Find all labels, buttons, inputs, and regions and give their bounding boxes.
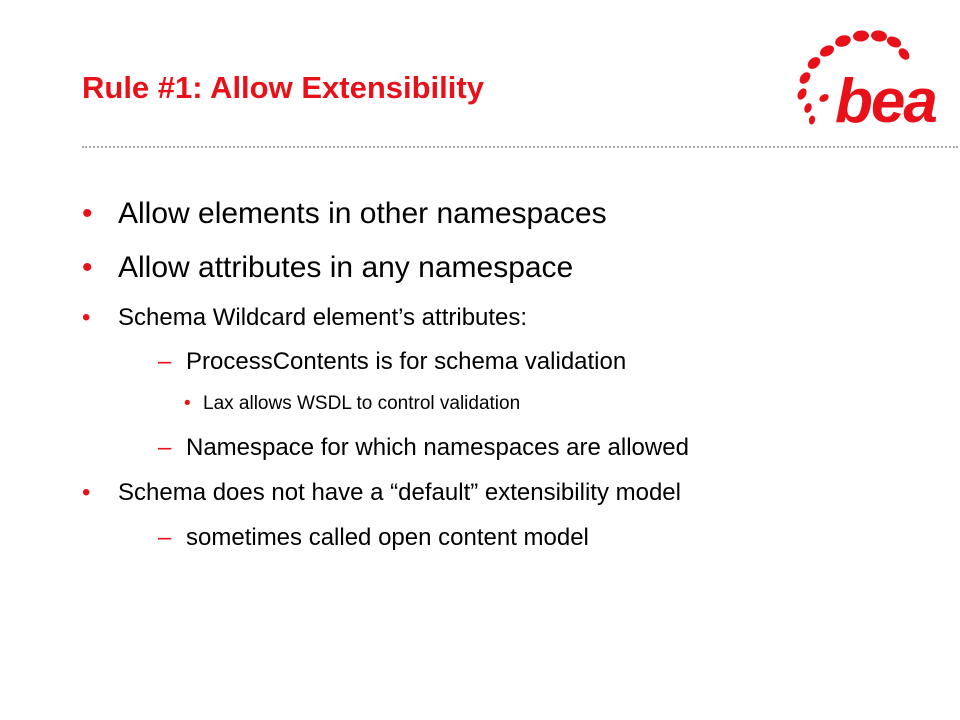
sub-bullet-item: sometimes called open content model [186, 524, 589, 551]
sub-sub-bullet-item: Lax allows WSDL to control validation [203, 393, 521, 414]
bullet-marker: • [82, 304, 91, 331]
bullet-item: Allow attributes in any namespace [118, 251, 574, 284]
dash-marker: – [158, 348, 172, 375]
bullet-marker: • [82, 197, 93, 230]
sub-bullet-item: ProcessContents is for schema validation [186, 348, 627, 375]
dash-marker: – [158, 434, 172, 461]
sub-bullet-item: Namespace for which namespaces are allowed [186, 434, 689, 461]
bullet-item: Allow elements in other namespaces [118, 197, 607, 230]
bullet-marker: • [82, 479, 91, 506]
bullet-item: Schema does not have a “default” extensibility model [118, 479, 681, 506]
bullet-marker: • [82, 251, 93, 284]
slide-title: Rule #1: Allow Extensibility [82, 70, 484, 105]
dash-marker: – [158, 524, 172, 551]
bullet-item: Schema Wildcard element’s attributes: [118, 304, 528, 331]
logo-wordmark: bea [835, 67, 936, 130]
bullet-marker: • [184, 393, 191, 414]
